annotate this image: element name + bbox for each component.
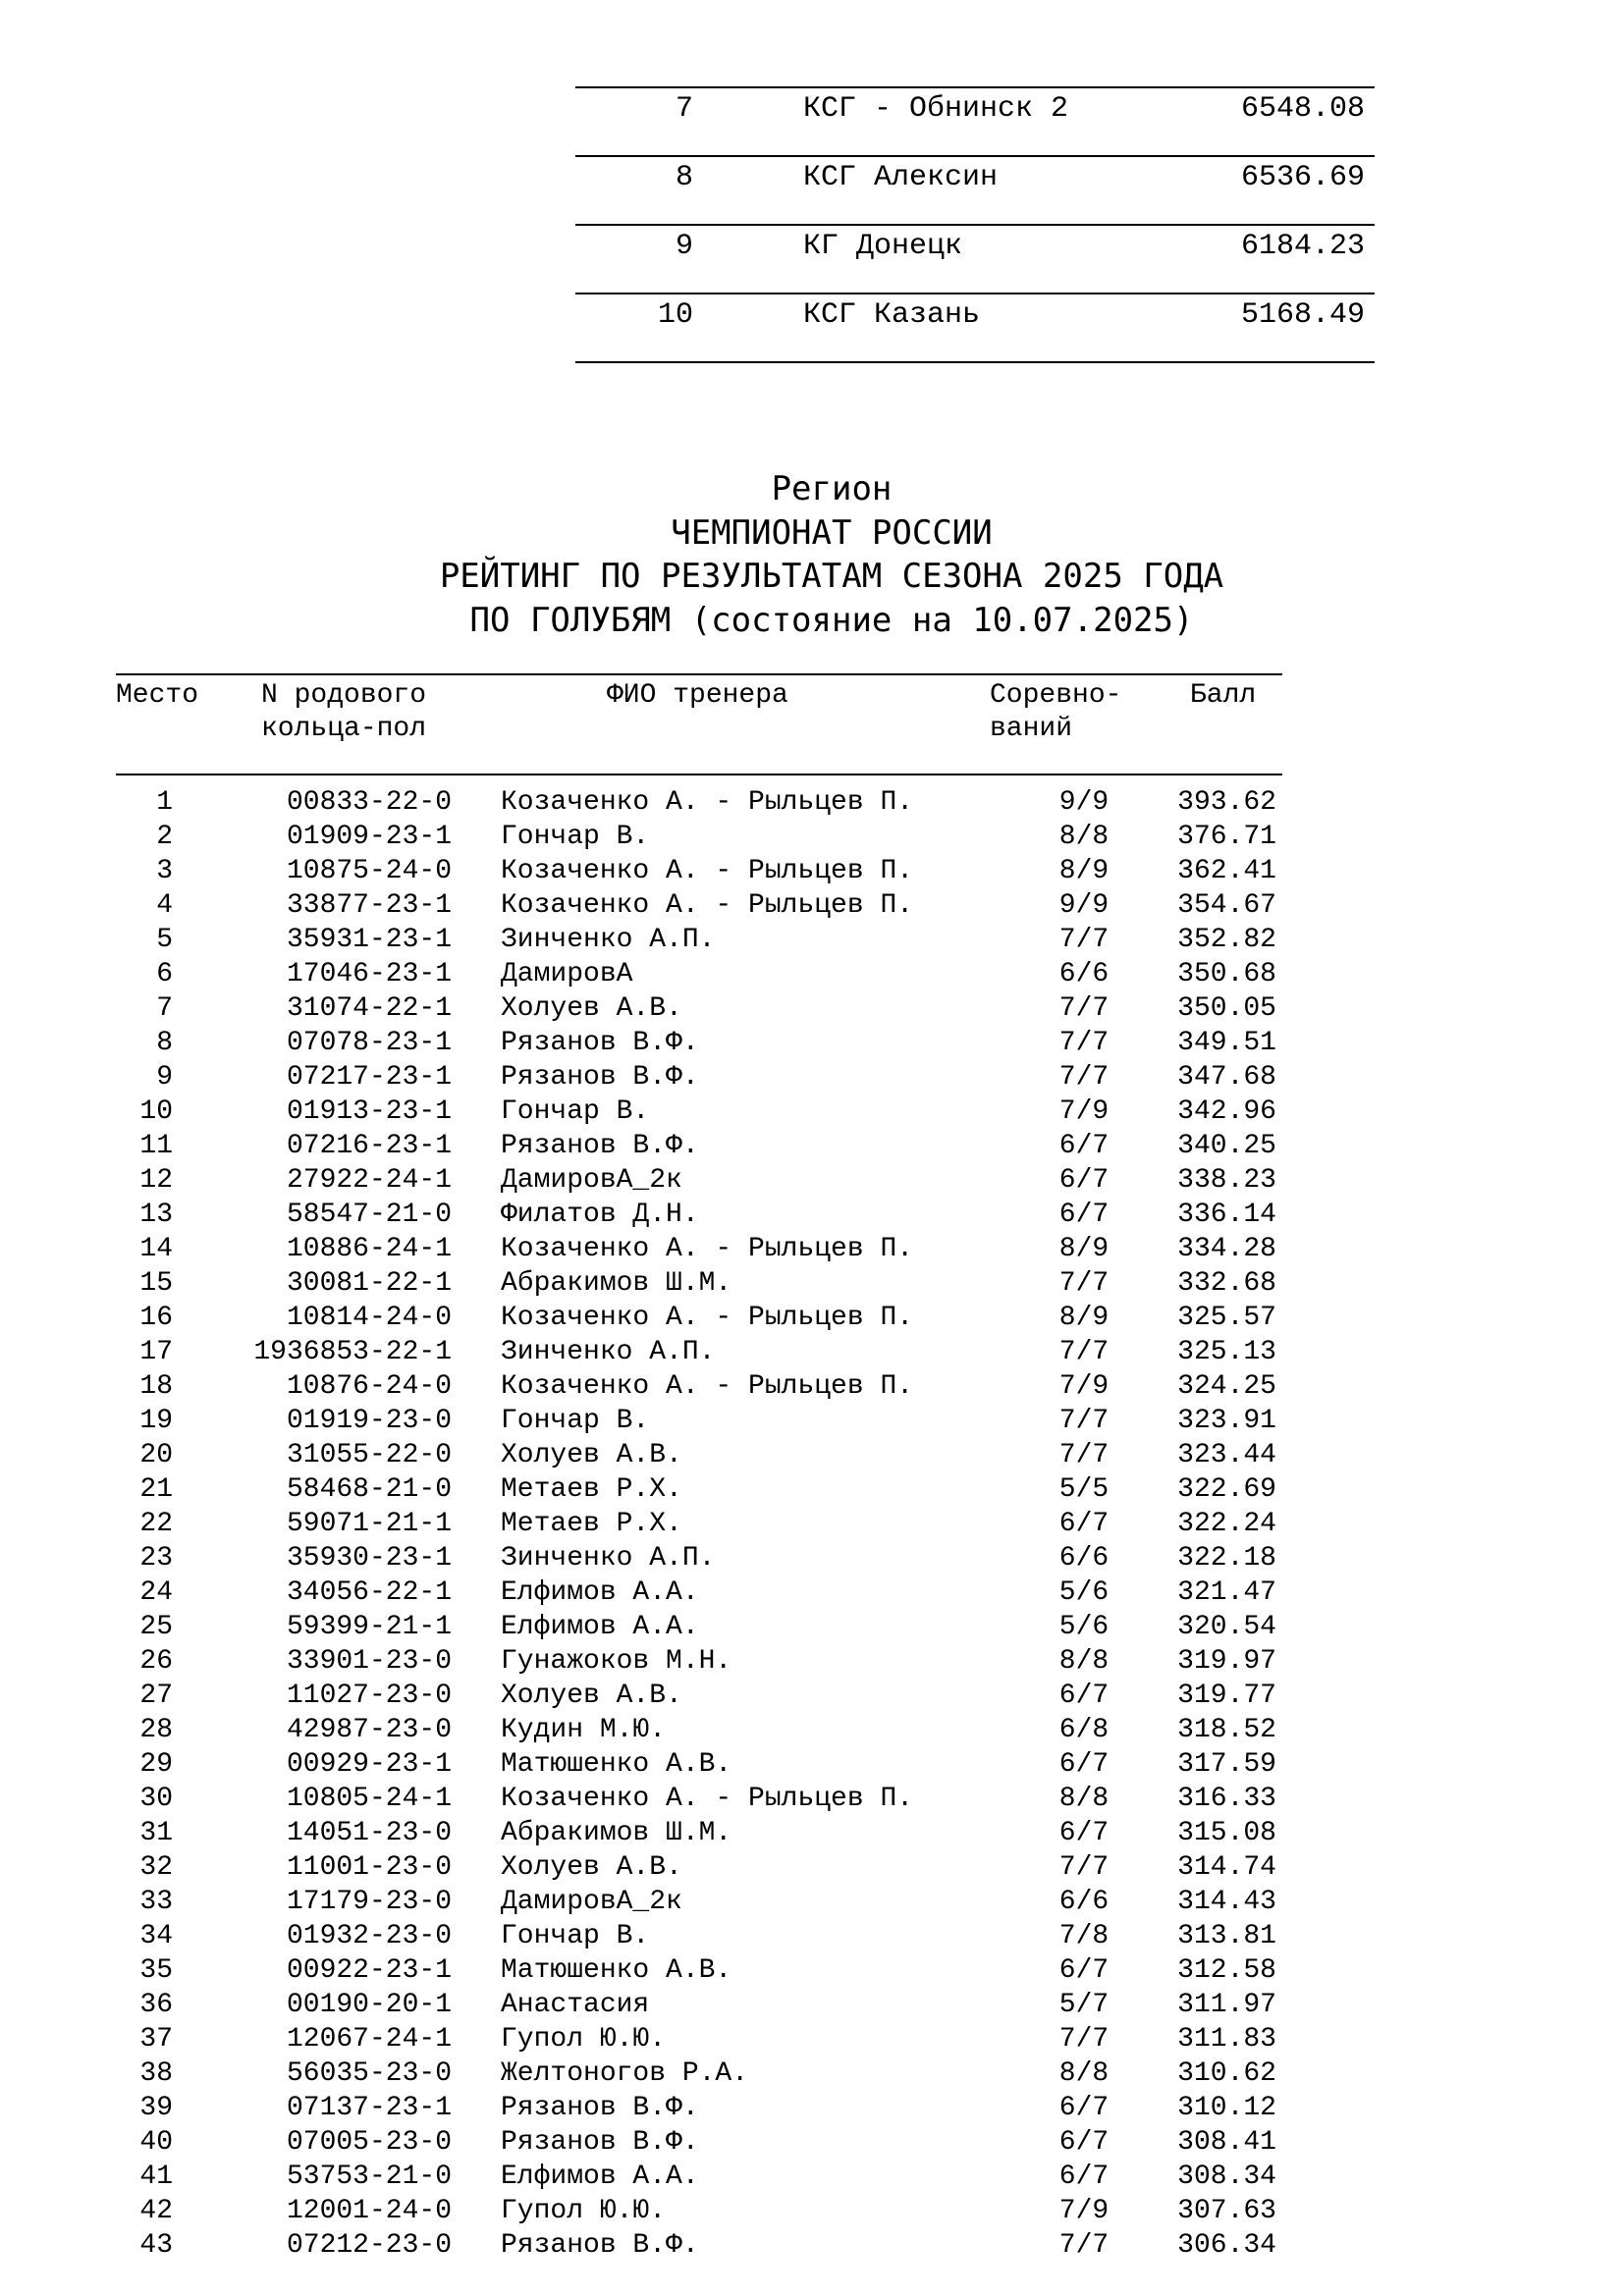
table-row: [116, 1163, 1282, 1198]
cell-score: 350.68: [1177, 959, 1276, 989]
cell-coach: Метаев Р.Х.: [501, 1509, 682, 1539]
cell-score: 376.71: [1177, 822, 1276, 852]
cell-score: 334.28: [1177, 1234, 1276, 1264]
cell-competitions: 6/7: [1058, 1681, 1110, 1711]
cell-place: 38: [139, 2058, 173, 2089]
cell-ring: 10886-24-1: [286, 1234, 452, 1264]
cell-competitions: 7/7: [1058, 993, 1110, 1024]
table-row: [116, 2091, 1282, 2125]
team-row: [575, 294, 1375, 363]
cell-ring: 00833-22-0: [286, 787, 452, 818]
cell-coach: Матюшенко А.В.: [501, 1955, 732, 1986]
table-row: [116, 2056, 1282, 2091]
cell-competitions: 8/8: [1058, 1784, 1110, 1814]
team-points: 6548.08: [1240, 92, 1365, 126]
table-row: [116, 2194, 1282, 2228]
cell-coach: Анастасия: [501, 1990, 650, 2020]
cell-score: 310.62: [1177, 2058, 1276, 2089]
cell-score: 311.83: [1177, 2024, 1276, 2055]
cell-ring: 07078-23-1: [286, 1028, 452, 1058]
cell-ring: 30081-22-1: [286, 1268, 452, 1299]
cell-ring: 12001-24-0: [286, 2196, 452, 2226]
cell-competitions: 5/6: [1058, 1577, 1110, 1608]
cell-ring: 00190-20-1: [286, 1990, 452, 2020]
cell-coach: Зинченко А.П.: [501, 1543, 716, 1574]
cell-ring: 11001-23-0: [286, 1852, 452, 1883]
cell-competitions: 7/7: [1058, 1062, 1110, 1093]
cell-competitions: 7/8: [1058, 1921, 1110, 1951]
team-points: 6536.69: [1240, 161, 1365, 194]
team-row: [575, 157, 1375, 226]
cell-ring: 17179-23-0: [286, 1887, 452, 1917]
table-row: [116, 1953, 1282, 1988]
cell-ring: 59399-21-1: [286, 1612, 452, 1642]
table-row: [116, 854, 1282, 888]
team-name: КГ Донецк: [803, 230, 963, 263]
table-row: [116, 1782, 1282, 1816]
cell-place: 30: [139, 1784, 173, 1814]
table-row: [116, 1575, 1282, 1610]
cell-competitions: 7/7: [1058, 2024, 1110, 2055]
cell-competitions: 6/7: [1058, 1165, 1110, 1196]
team-name: КСГ Казань: [803, 298, 981, 332]
title-subtitle: ПО ГОЛУБЯМ (состояние на 10.07.2025): [469, 600, 1194, 640]
report-title: [0, 467, 1624, 642]
cell-coach: Гупол Ю.Ю.: [501, 2196, 667, 2226]
cell-coach: Гончар В.: [501, 822, 650, 852]
cell-coach: Гупол Ю.Ю.: [501, 2024, 667, 2055]
cell-ring: 01909-23-1: [286, 822, 452, 852]
team-ranking-table: [575, 86, 1375, 363]
team-name: КСГ Алексин: [803, 161, 999, 194]
team-place: 8: [675, 161, 693, 194]
table-row: [116, 1060, 1282, 1095]
table-row: [116, 1095, 1282, 1129]
table-row: [116, 1129, 1282, 1163]
cell-competitions: 7/7: [1058, 1268, 1110, 1299]
cell-ring: 01913-23-1: [286, 1096, 452, 1127]
cell-competitions: 7/7: [1058, 925, 1110, 955]
header-coach: ФИО тренера: [607, 680, 788, 711]
pigeon-rating-table: [116, 673, 1282, 2263]
cell-ring: 34056-22-1: [286, 1577, 452, 1608]
cell-score: 320.54: [1177, 1612, 1276, 1642]
team-place: 7: [675, 92, 693, 126]
cell-place: 17: [139, 1337, 173, 1367]
cell-coach: Козаченко А. - Рыльцев П.: [501, 890, 914, 921]
table-body: [116, 785, 1282, 2263]
header-competitions: Соревно- ваний: [990, 680, 1122, 744]
cell-ring: 35931-23-1: [286, 925, 452, 955]
team-name: КСГ - Обнинск 2: [803, 92, 1069, 126]
cell-coach: Зинченко А.П.: [501, 925, 716, 955]
cell-coach: Козаченко А. - Рыльцев П.: [501, 856, 914, 886]
cell-coach: ДамировА_2к: [501, 1887, 682, 1917]
cell-ring: 56035-23-0: [286, 2058, 452, 2089]
cell-place: 22: [139, 1509, 173, 1539]
cell-place: 20: [139, 1440, 173, 1470]
cell-competitions: 7/7: [1058, 1028, 1110, 1058]
cell-score: 325.13: [1177, 1337, 1276, 1367]
cell-ring: 12067-24-1: [286, 2024, 452, 2055]
cell-coach: Елфимов А.А.: [501, 1577, 699, 1608]
cell-score: 342.96: [1177, 1096, 1276, 1127]
cell-competitions: 6/8: [1058, 1715, 1110, 1745]
cell-place: 8: [156, 1028, 173, 1058]
cell-place: 43: [139, 2230, 173, 2261]
cell-score: 316.33: [1177, 1784, 1276, 1814]
team-rows: [575, 88, 1375, 363]
team-row: [575, 88, 1375, 157]
cell-place: 39: [139, 2093, 173, 2123]
cell-ring: 35930-23-1: [286, 1543, 452, 1574]
cell-coach: Зинченко А.П.: [501, 1337, 716, 1367]
cell-coach: Гончар В.: [501, 1096, 650, 1127]
table-row: [116, 1850, 1282, 1885]
cell-coach: Козаченко А. - Рыльцев П.: [501, 787, 914, 818]
cell-place: 2: [156, 822, 173, 852]
cell-competitions: 5/7: [1058, 1990, 1110, 2020]
cell-competitions: 7/9: [1058, 2196, 1110, 2226]
cell-coach: Козаченко А. - Рыльцев П.: [501, 1371, 914, 1402]
cell-score: 349.51: [1177, 1028, 1276, 1058]
cell-place: 40: [139, 2127, 173, 2158]
cell-competitions: 8/8: [1058, 1646, 1110, 1677]
cell-competitions: 6/6: [1058, 959, 1110, 989]
cell-coach: Козаченко А. - Рыльцев П.: [501, 1234, 914, 1264]
cell-score: 393.62: [1177, 787, 1276, 818]
cell-coach: Холуев А.В.: [501, 993, 682, 1024]
cell-coach: Рязанов В.Ф.: [501, 2230, 699, 2261]
cell-score: 314.43: [1177, 1887, 1276, 1917]
cell-ring: 1936853-22-1: [253, 1337, 452, 1367]
cell-ring: 00922-23-1: [286, 1955, 452, 1986]
cell-competitions: 8/9: [1058, 856, 1110, 886]
cell-coach: Метаев Р.Х.: [501, 1474, 682, 1505]
cell-coach: Холуев А.В.: [501, 1852, 682, 1883]
cell-coach: Рязанов В.Ф.: [501, 2093, 699, 2123]
cell-competitions: 6/7: [1058, 1200, 1110, 1230]
cell-competitions: 7/7: [1058, 1852, 1110, 1883]
cell-score: 340.25: [1177, 1131, 1276, 1161]
cell-coach: Рязанов В.Ф.: [501, 1028, 699, 1058]
cell-coach: Козаченко А. - Рыльцев П.: [501, 1303, 914, 1333]
cell-place: 32: [139, 1852, 173, 1883]
cell-competitions: 6/7: [1058, 1818, 1110, 1848]
cell-score: 319.97: [1177, 1646, 1276, 1677]
cell-ring: 10805-24-1: [286, 1784, 452, 1814]
table-row: [116, 2125, 1282, 2160]
cell-ring: 10876-24-0: [286, 1371, 452, 1402]
table-row: [116, 2022, 1282, 2056]
cell-coach: ДамировА_2к: [501, 1165, 682, 1196]
row-rule: [575, 361, 1375, 363]
title-region: Регион: [771, 469, 893, 508]
cell-coach: Рязанов В.Ф.: [501, 2127, 699, 2158]
cell-score: 310.12: [1177, 2093, 1276, 2123]
table-row: [116, 1541, 1282, 1575]
table-row: [116, 1644, 1282, 1679]
cell-score: 354.67: [1177, 890, 1276, 921]
table-row: [116, 1472, 1282, 1507]
cell-score: 306.34: [1177, 2230, 1276, 2261]
cell-competitions: 6/7: [1058, 1131, 1110, 1161]
table-row: [116, 1301, 1282, 1335]
cell-score: 325.57: [1177, 1303, 1276, 1333]
cell-place: 11: [139, 1131, 173, 1161]
cell-place: 41: [139, 2162, 173, 2192]
cell-place: 25: [139, 1612, 173, 1642]
cell-score: 311.97: [1177, 1990, 1276, 2020]
table-row: [116, 1369, 1282, 1404]
cell-competitions: 9/9: [1058, 890, 1110, 921]
cell-place: 31: [139, 1818, 173, 1848]
table-row: [116, 2228, 1282, 2263]
cell-place: 4: [156, 890, 173, 921]
cell-score: 307.63: [1177, 2196, 1276, 2226]
cell-score: 321.47: [1177, 1577, 1276, 1608]
table-row: [116, 957, 1282, 991]
cell-score: 317.59: [1177, 1749, 1276, 1780]
cell-coach: Гончар В.: [501, 1921, 650, 1951]
cell-score: 308.34: [1177, 2162, 1276, 2192]
table-row: [116, 991, 1282, 1026]
table-row: [116, 1026, 1282, 1060]
cell-coach: Холуев А.В.: [501, 1440, 682, 1470]
cell-score: 315.08: [1177, 1818, 1276, 1848]
cell-score: 332.68: [1177, 1268, 1276, 1299]
cell-score: 314.74: [1177, 1852, 1276, 1883]
cell-place: 36: [139, 1990, 173, 2020]
cell-coach: Абракимов Ш.М.: [501, 1268, 732, 1299]
cell-coach: Филатов Д.Н.: [501, 1200, 699, 1230]
cell-place: 6: [156, 959, 173, 989]
cell-competitions: 6/7: [1058, 1749, 1110, 1780]
cell-place: 26: [139, 1646, 173, 1677]
cell-ring: 31074-22-1: [286, 993, 452, 1024]
header-rule: [116, 774, 1282, 775]
table-row: [116, 1919, 1282, 1953]
cell-competitions: 7/7: [1058, 1440, 1110, 1470]
table-row: [116, 1266, 1282, 1301]
cell-coach: Козаченко А. - Рыльцев П.: [501, 1784, 914, 1814]
cell-place: 3: [156, 856, 173, 886]
cell-competitions: 8/8: [1058, 822, 1110, 852]
cell-competitions: 8/8: [1058, 2058, 1110, 2089]
cell-score: 338.23: [1177, 1165, 1276, 1196]
cell-place: 14: [139, 1234, 173, 1264]
table-row: [116, 1610, 1282, 1644]
cell-place: 7: [156, 993, 173, 1024]
cell-place: 21: [139, 1474, 173, 1505]
cell-place: 27: [139, 1681, 173, 1711]
cell-ring: 31055-22-0: [286, 1440, 452, 1470]
cell-coach: Елфимов А.А.: [501, 2162, 699, 2192]
table-row: [116, 1713, 1282, 1747]
cell-score: 324.25: [1177, 1371, 1276, 1402]
cell-place: 29: [139, 1749, 173, 1780]
cell-place: 33: [139, 1887, 173, 1917]
cell-ring: 59071-21-1: [286, 1509, 452, 1539]
title-championship: ЧЕМПИОНАТ РОССИИ: [671, 512, 993, 553]
header-score: Балл: [1190, 680, 1257, 711]
team-place: 10: [657, 298, 693, 332]
cell-score: 312.58: [1177, 1955, 1276, 1986]
cell-ring: 14051-23-0: [286, 1818, 452, 1848]
cell-coach: Рязанов В.Ф.: [501, 1131, 699, 1161]
cell-place: 42: [139, 2196, 173, 2226]
table-row: [116, 1816, 1282, 1850]
cell-coach: Холуев А.В.: [501, 1681, 682, 1711]
cell-competitions: 6/7: [1058, 2162, 1110, 2192]
cell-ring: 58468-21-0: [286, 1474, 452, 1505]
cell-competitions: 6/7: [1058, 2127, 1110, 2158]
cell-competitions: 7/9: [1058, 1371, 1110, 1402]
cell-score: 322.24: [1177, 1509, 1276, 1539]
cell-place: 35: [139, 1955, 173, 1986]
cell-score: 323.44: [1177, 1440, 1276, 1470]
cell-score: 350.05: [1177, 993, 1276, 1024]
cell-competitions: 6/6: [1058, 1887, 1110, 1917]
title-rating: РЕЙТИНГ ПО РЕЗУЛЬТАТАМ СЕЗОНА 2025 ГОДА: [439, 557, 1224, 596]
cell-ring: 33877-23-1: [286, 890, 452, 921]
table-row: [116, 820, 1282, 854]
cell-ring: 10814-24-0: [286, 1303, 452, 1333]
cell-score: 308.41: [1177, 2127, 1276, 2158]
table-row: [116, 888, 1282, 923]
table-row: [116, 1404, 1282, 1438]
cell-score: 352.82: [1177, 925, 1276, 955]
cell-ring: 53753-21-0: [286, 2162, 452, 2192]
cell-ring: 01932-23-0: [286, 1921, 452, 1951]
table-row: [116, 1438, 1282, 1472]
cell-place: 15: [139, 1268, 173, 1299]
cell-ring: 17046-23-1: [286, 959, 452, 989]
cell-score: 318.52: [1177, 1715, 1276, 1745]
cell-competitions: 7/7: [1058, 1337, 1110, 1367]
cell-score: 336.14: [1177, 1200, 1276, 1230]
cell-place: 23: [139, 1543, 173, 1574]
cell-place: 13: [139, 1200, 173, 1230]
team-points: 6184.23: [1240, 230, 1365, 263]
cell-ring: 01919-23-0: [286, 1406, 452, 1436]
cell-place: 18: [139, 1371, 173, 1402]
cell-place: 1: [156, 787, 173, 818]
cell-ring: 10875-24-0: [286, 856, 452, 886]
cell-score: 322.69: [1177, 1474, 1276, 1505]
cell-place: 16: [139, 1303, 173, 1333]
cell-ring: 00929-23-1: [286, 1749, 452, 1780]
cell-ring: 07137-23-1: [286, 2093, 452, 2123]
cell-coach: Елфимов А.А.: [501, 1612, 699, 1642]
cell-competitions: 5/5: [1058, 1474, 1110, 1505]
cell-ring: 33901-23-0: [286, 1646, 452, 1677]
cell-place: 12: [139, 1165, 173, 1196]
cell-competitions: 8/9: [1058, 1234, 1110, 1264]
cell-score: 322.18: [1177, 1543, 1276, 1574]
cell-coach: Гунажоков М.Н.: [501, 1646, 732, 1677]
cell-coach: ДамировА: [501, 959, 633, 989]
cell-place: 9: [156, 1062, 173, 1093]
cell-competitions: 6/6: [1058, 1543, 1110, 1574]
cell-coach: Рязанов В.Ф.: [501, 1062, 699, 1093]
cell-competitions: 7/7: [1058, 1406, 1110, 1436]
cell-ring: 27922-24-1: [286, 1165, 452, 1196]
cell-place: 34: [139, 1921, 173, 1951]
cell-place: 5: [156, 925, 173, 955]
cell-place: 10: [139, 1096, 173, 1127]
cell-coach: Матюшенко А.В.: [501, 1749, 732, 1780]
cell-coach: Абракимов Ш.М.: [501, 1818, 732, 1848]
header-place: Место: [116, 680, 199, 711]
cell-competitions: 5/6: [1058, 1612, 1110, 1642]
cell-score: 323.91: [1177, 1406, 1276, 1436]
cell-competitions: 7/7: [1058, 2230, 1110, 2261]
header-ring: N родового кольца-пол: [261, 680, 427, 744]
cell-competitions: 6/7: [1058, 1509, 1110, 1539]
table-row: [116, 1507, 1282, 1541]
table-row: [116, 1885, 1282, 1919]
cell-ring: 11027-23-0: [286, 1681, 452, 1711]
cell-ring: 58547-21-0: [286, 1200, 452, 1230]
cell-competitions: 6/7: [1058, 1955, 1110, 1986]
cell-score: 319.77: [1177, 1681, 1276, 1711]
cell-place: 19: [139, 1406, 173, 1436]
cell-coach: Желтоногов Р.А.: [501, 2058, 749, 2089]
table-row: [116, 2160, 1282, 2194]
table-row: [116, 785, 1282, 820]
team-place: 9: [675, 230, 693, 263]
table-row: [116, 1198, 1282, 1232]
cell-ring: 07005-23-0: [286, 2127, 452, 2158]
table-row: [116, 1988, 1282, 2022]
table-row: [116, 1679, 1282, 1713]
team-row: [575, 226, 1375, 294]
cell-coach: Кудин М.Ю.: [501, 1715, 667, 1745]
table-row: [116, 1747, 1282, 1782]
table-row: [116, 923, 1282, 957]
cell-score: 347.68: [1177, 1062, 1276, 1093]
cell-coach: Гончар В.: [501, 1406, 650, 1436]
cell-ring: 42987-23-0: [286, 1715, 452, 1745]
cell-competitions: 8/9: [1058, 1303, 1110, 1333]
cell-score: 313.81: [1177, 1921, 1276, 1951]
table-row: [116, 1232, 1282, 1266]
cell-place: 28: [139, 1715, 173, 1745]
cell-competitions: 7/9: [1058, 1096, 1110, 1127]
table-row: [116, 1335, 1282, 1369]
cell-ring: 07216-23-1: [286, 1131, 452, 1161]
cell-ring: 07212-23-0: [286, 2230, 452, 2261]
table-header: [116, 673, 1282, 774]
team-points: 5168.49: [1240, 298, 1365, 332]
cell-place: 24: [139, 1577, 173, 1608]
cell-place: 37: [139, 2024, 173, 2055]
cell-ring: 07217-23-1: [286, 1062, 452, 1093]
cell-score: 362.41: [1177, 856, 1276, 886]
cell-competitions: 9/9: [1058, 787, 1110, 818]
cell-competitions: 6/7: [1058, 2093, 1110, 2123]
